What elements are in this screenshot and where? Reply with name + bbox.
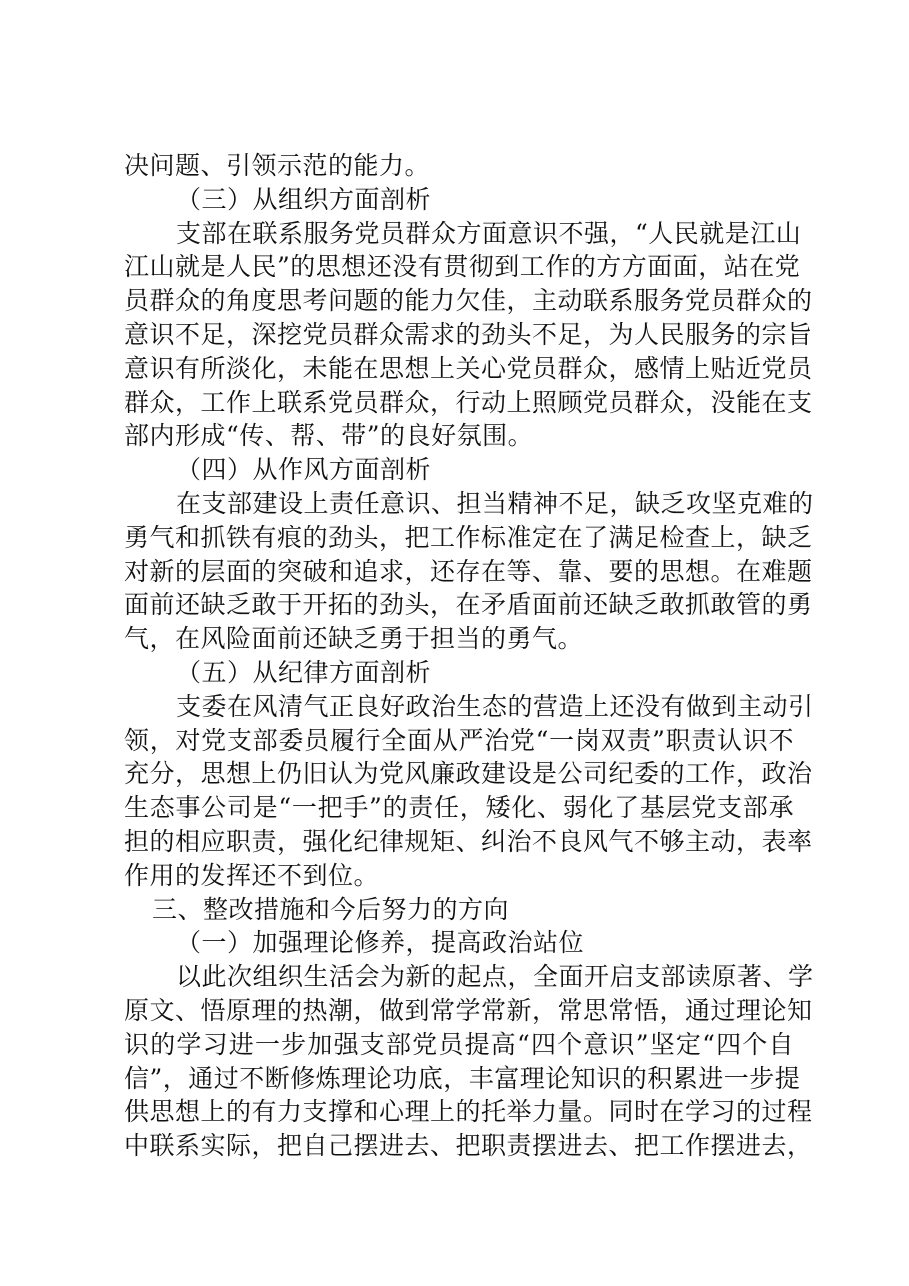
paragraph-line: 原文、悟原理的热潮，做到常学常新，常思常悟，通过理论知 (124, 995, 813, 1025)
paragraph-line: 生态事公司是“一把手”的责任，矮化、弱化了基层党支部承 (124, 793, 794, 823)
paragraph-line: 识的学习进一步加强支部党员提高“四个意识”坚定“四个自 (124, 1029, 794, 1059)
paragraph-line: 员群众的角度思考问题的能力欠佳，主动联系服务党员群众的 (124, 286, 813, 316)
paragraph-line: 对新的层面的突破和追求，还存在等、靠、要的思想。在难题 (124, 556, 813, 586)
paragraph-first-line: 以此次组织生活会为新的起点，全面开启支部读原著、学 (176, 962, 814, 992)
section-heading: （三）从组织方面剖析 (176, 184, 432, 214)
paragraph-last-line: 部内形成“传、帮、带”的良好氛围。 (124, 421, 534, 451)
paragraph-line: 中联系实际，把自己摆进去、把职责摆进去、把工作摆进去， (124, 1131, 813, 1161)
paragraph-last-line: 气，在风险面前还缺乏勇于担当的勇气。 (124, 624, 584, 654)
section-heading: （四）从作风方面剖析 (176, 455, 432, 485)
paragraph-line: 意识不足，深挖党员群众需求的劲头不足，为人民服务的宗旨 (124, 319, 813, 349)
paragraph-line: 信”，通过不断修炼理论功底，丰富理论知识的积累进一步提 (124, 1063, 801, 1093)
section-heading: （一）加强理论修养，提高政治站位 (176, 928, 585, 958)
paragraph-line: 意识有所淡化，未能在思想上关心党员群众，感情上贴近党员 (124, 353, 813, 383)
paragraph-first-line: 支委在风清气正良好政治生态的营造上还没有做到主动引 (176, 691, 814, 721)
paragraph-last-line: 决问题、引领示范的能力。 (124, 151, 431, 180)
paragraph-line: 勇气和抓铁有痕的劲头，把工作标准定在了满足检查上，缺乏 (124, 522, 813, 552)
paragraph-line: 面前还缺乏敢于开拓的劲头，在矛盾面前还缺乏敢抓敢管的勇 (124, 590, 813, 620)
document-body (124, 149, 814, 1163)
paragraph-first-line: 支部在联系服务党员群众方面意识不强，“人民就是江山 (176, 218, 802, 248)
paragraph-line: 充分，思想上仍旧认为党风廉政建设是公司纪委的工作，政治 (124, 759, 813, 789)
chapter-heading: 三、整改措施和今后努力的方向 (152, 894, 510, 924)
section-heading: （五）从纪律方面剖析 (176, 657, 432, 687)
paragraph-line: 江山就是人民”的思想还没有贯彻到工作的方方面面，站在党 (124, 252, 801, 282)
paragraph-last-line: 作用的发挥还不到位。 (124, 860, 380, 890)
paragraph-line: 群众，工作上联系党员群众，行动上照顾党员群众，没能在支 (124, 387, 813, 417)
paragraph-line: 担的相应职责，强化纪律规矩、纠治不良风气不够主动，表率 (124, 826, 813, 856)
paragraph-line: 领，对党支部委员履行全面从严治党“一岗双责”职责认识不 (124, 725, 794, 755)
paragraph-first-line: 在支部建设上责任意识、担当精神不足，缺乏攻坚克难的 (176, 488, 814, 518)
paragraph-line: 供思想上的有力支撑和心理上的托举力量。同时在学习的过程 (124, 1097, 813, 1127)
